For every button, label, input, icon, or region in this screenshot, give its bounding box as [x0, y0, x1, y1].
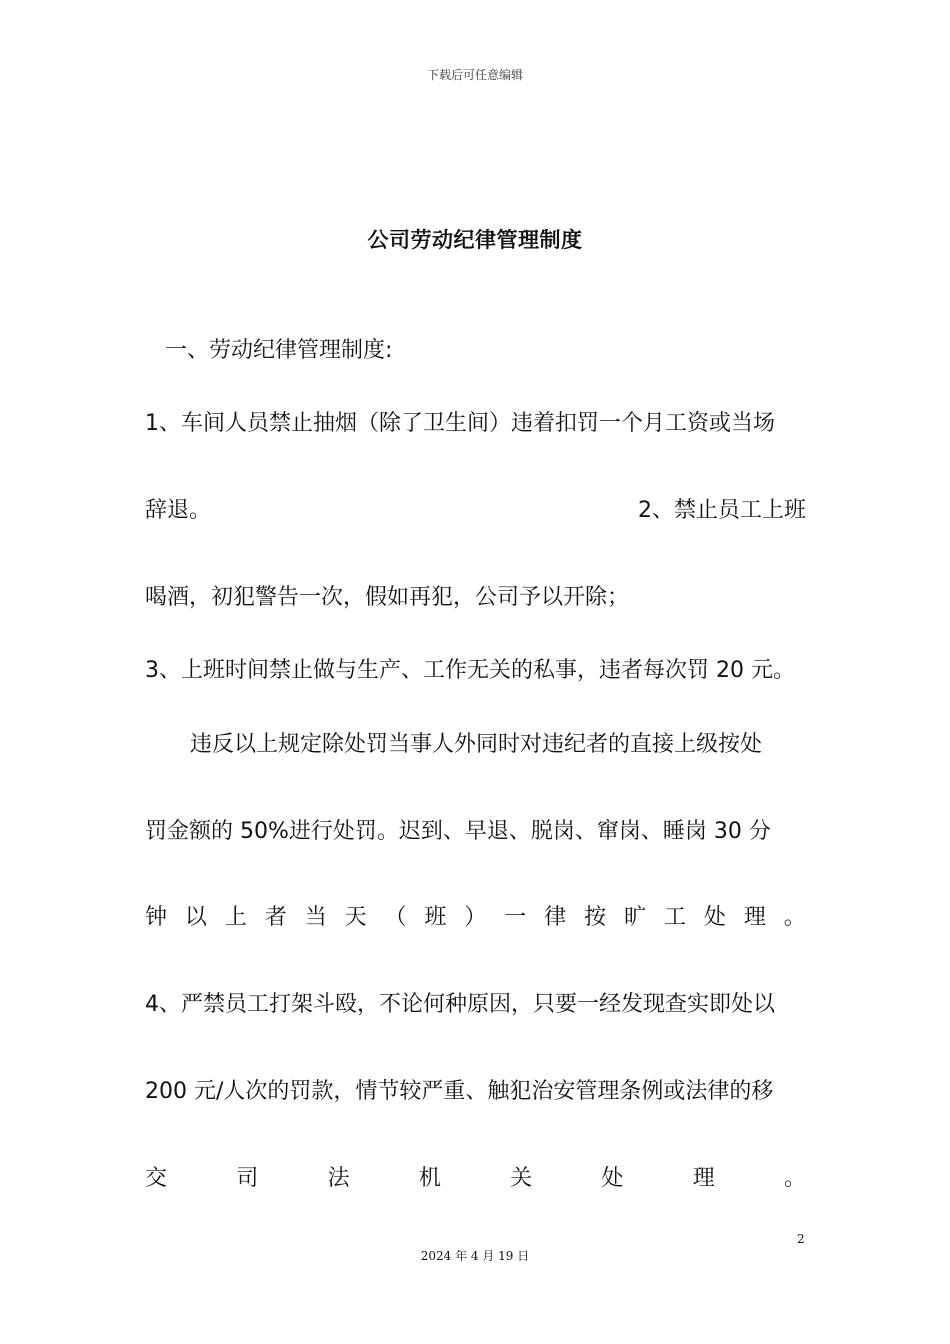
justified-char: 当 [304, 905, 327, 930]
justified-char: 关 [510, 1166, 533, 1191]
justified-char: 处 [601, 1166, 624, 1191]
justified-char: 旷 [624, 905, 647, 930]
justified-char: 理 [692, 1166, 715, 1191]
paragraph-line-7 [145, 903, 806, 933]
paragraph-line-10 [145, 1164, 806, 1194]
justified-char: 天 [344, 905, 367, 930]
justified-char: （ [384, 905, 407, 930]
paragraph-line-5: 违反以上规定除处罚当事人外同时对违纪者的直接上级按处 [190, 732, 763, 757]
justified-char: 一 [504, 905, 527, 930]
justified-char: 上 [224, 905, 247, 930]
paragraph-line-9: 200 元/人次的罚款，情节较严重、触犯治安管理条例或法律的移 [145, 1079, 774, 1104]
justified-char: 工 [663, 905, 686, 930]
paragraph-line-8: 4、严禁员工打架斗殴，不论何种原因，只要一经发现查实即处以 [145, 992, 775, 1017]
paragraph-line-3: 喝酒，初犯警告一次，假如再犯，公司予以开除； [145, 585, 630, 610]
justified-char: 处 [703, 905, 726, 930]
justified-char: 者 [264, 905, 287, 930]
justified-char: 。 [783, 905, 806, 930]
justified-char: 理 [743, 905, 766, 930]
document-title: 公司劳动纪律管理制度 [367, 228, 583, 252]
justified-char: 。 [783, 1166, 806, 1191]
page-number: 2 [797, 1232, 805, 1246]
justified-char: ） [464, 905, 487, 930]
line-2-left-text: 辞退。 [145, 498, 212, 523]
line-2-right-text: 2、禁止员工上班 [638, 498, 806, 523]
justified-char: 按 [584, 905, 607, 930]
justified-char: 班 [424, 905, 447, 930]
paragraph-line-1: 1、车间人员禁止抽烟（除了卫生间）违着扣罚一个月工资或当场 [145, 411, 775, 436]
section-heading: 一、劳动纪律管理制度: [165, 338, 393, 363]
justified-char: 律 [544, 905, 567, 930]
justified-char: 钟 [145, 905, 168, 930]
justified-char: 以 [184, 905, 207, 930]
footer-date: 2024 年 4 月 19 日 [420, 1249, 530, 1263]
justified-char: 法 [327, 1166, 350, 1191]
paragraph-line-6: 罚金额的 50%进行处罚。迟到、早退、脱岗、窜岗、睡岗 30 分 [145, 819, 771, 844]
header-note: 下载后可任意编辑 [426, 68, 523, 82]
paragraph-line-2 [145, 496, 806, 526]
justified-char: 机 [418, 1166, 441, 1191]
paragraph-line-4: 3、上班时间禁止做与生产、工作无关的私事，违者每次罚 20 元。 [145, 658, 795, 683]
justified-char: 交 [145, 1166, 168, 1191]
justified-char: 司 [236, 1166, 259, 1191]
